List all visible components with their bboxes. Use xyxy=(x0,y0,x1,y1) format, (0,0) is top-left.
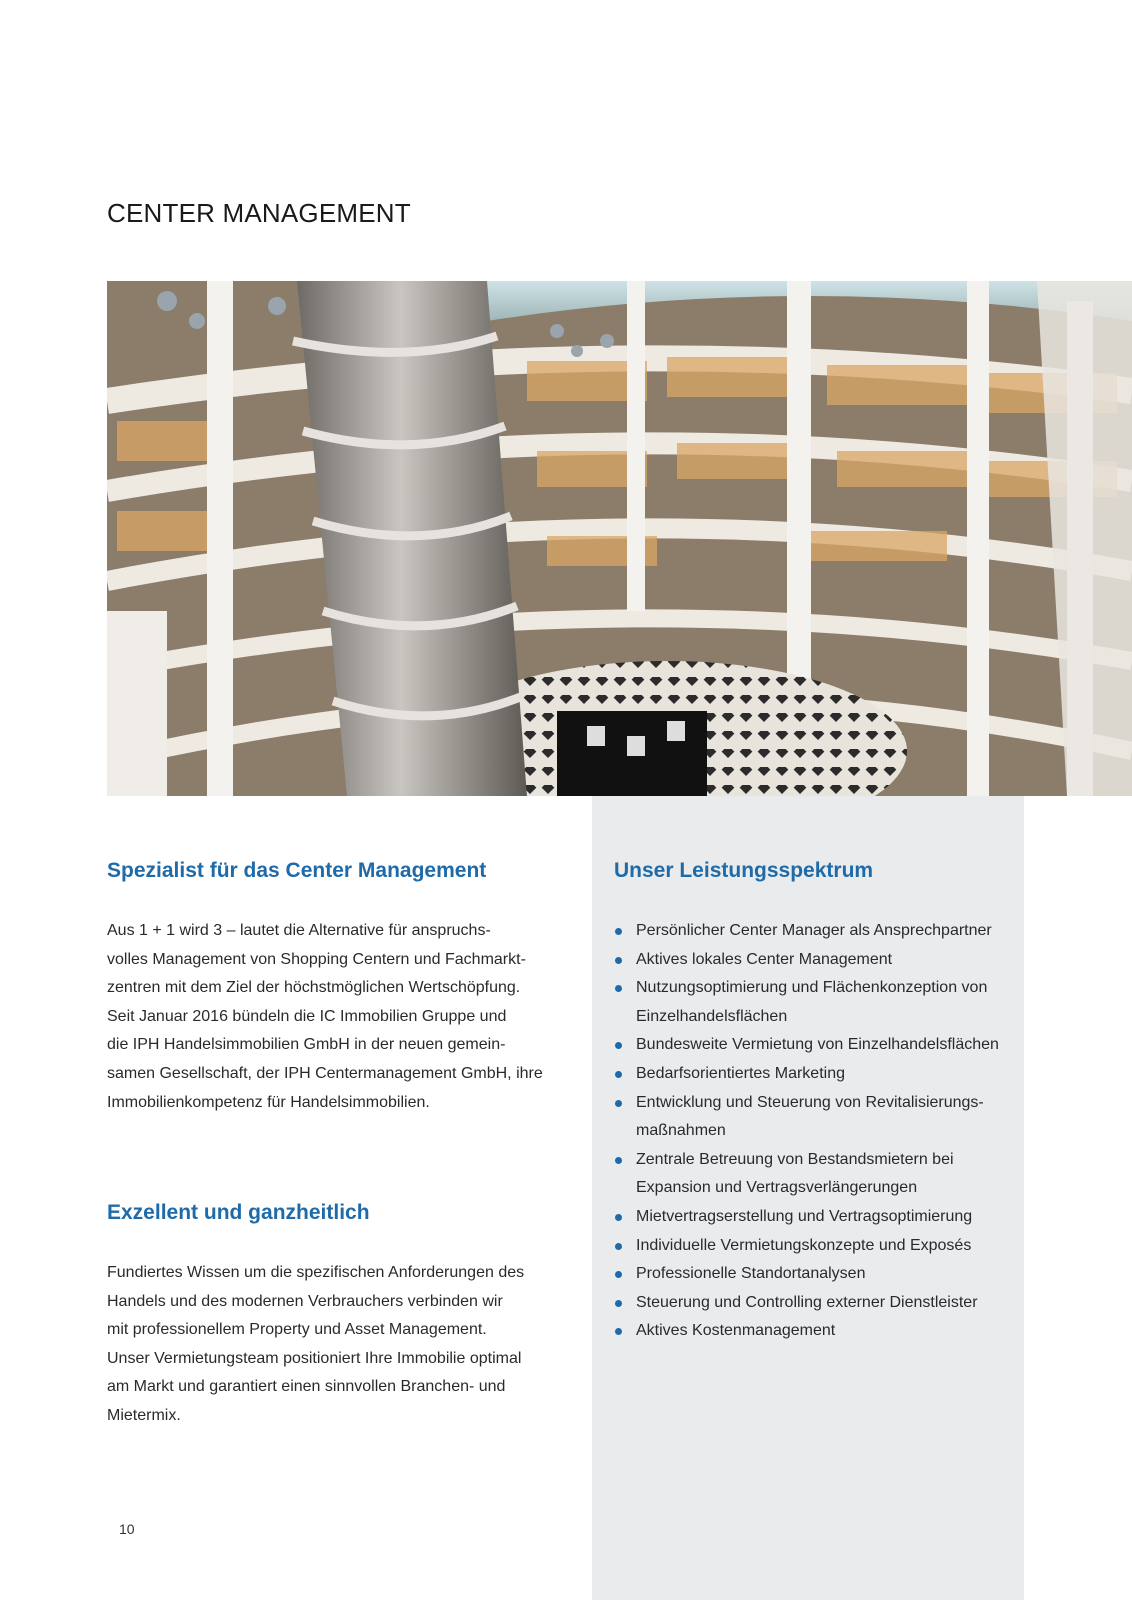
list-item: Steuerung und Controlling externer Dienstleister xyxy=(614,1289,1014,1318)
list-item: Entwicklung und Steuerung von Revitalisierungs- maßnahmen xyxy=(614,1089,1014,1146)
bullet-icon xyxy=(615,957,622,964)
list-item: Bundesweite Vermietung von Einzelhandelsflächen xyxy=(614,1031,1014,1060)
section-body-specialist: Aus 1 + 1 wird 3 – lautet die Alternative für anspruchs- volles Management von Shopping Centern und Fachmarkt- zentren mit dem Ziel der höchstmöglichen Wertschöpfung. Seit Januar 2016 bündeln die IC Immobilien Gruppe und die IPH Handelsimmobilien GmbH in der neuen gemein- samen Gesellschaft, der IPH Centermanagement GmbH, ihre Immobilienkompetenz für Handelsimmobilien. xyxy=(107,922,543,1111)
bullet-icon xyxy=(615,928,622,935)
list-item: Bedarfsorientiertes Marketing xyxy=(614,1060,1014,1089)
list-item: Persönlicher Center Manager als Ansprechpartner xyxy=(614,917,1014,946)
mall-atrium-photo xyxy=(107,281,1132,796)
bullet-icon xyxy=(615,1214,622,1221)
bullet-icon xyxy=(615,1271,622,1278)
bullet-icon xyxy=(615,1328,622,1335)
section-heading-excellent: Exzellent und ganzheitlich xyxy=(107,1201,370,1224)
list-item: Nutzungsoptimierung und Flächenkonzeption von Einzelhandelsflächen xyxy=(614,974,1014,1031)
list-item: Mietvertragserstellung und Vertragsoptimierung xyxy=(614,1203,1014,1232)
list-item: Aktives Kostenmanagement xyxy=(614,1317,1014,1346)
list-item: Zentrale Betreuung von Bestandsmietern bei Expansion und Vertragsverlängerungen xyxy=(614,1146,1014,1203)
page-title: CENTER MANAGEMENT xyxy=(107,198,411,228)
list-item: Individuelle Vermietungskonzepte und Exposés xyxy=(614,1232,1014,1261)
bullet-icon xyxy=(615,1300,622,1307)
list-item: Aktives lokales Center Management xyxy=(614,946,1014,975)
bullet-icon xyxy=(615,1243,622,1250)
section-body-excellent: Fundiertes Wissen um die spezifischen Anforderungen des Handels und des modernen Verbrauchers verbinden wir mit professionellem Property und Asset Management. Unser Vermietungsteam positioniert Ihre Immobilie optimal am Markt und garantiert einen sinnvollen Branchen- und Mietermix. xyxy=(107,1264,525,1424)
bullet-icon xyxy=(615,1071,622,1078)
bullet-icon xyxy=(615,1157,622,1164)
list-item: Professionelle Standortanalysen xyxy=(614,1260,1014,1289)
services-heading: Unser Leistungsspektrum xyxy=(614,859,874,882)
page-number: 10 xyxy=(119,1521,135,1537)
hero-image xyxy=(107,281,1132,796)
bullet-icon xyxy=(615,1100,622,1107)
services-list xyxy=(614,917,1014,1346)
bullet-icon xyxy=(615,1042,622,1049)
bullet-icon xyxy=(615,985,622,992)
section-heading-specialist: Spezialist für das Center Management xyxy=(107,859,487,882)
